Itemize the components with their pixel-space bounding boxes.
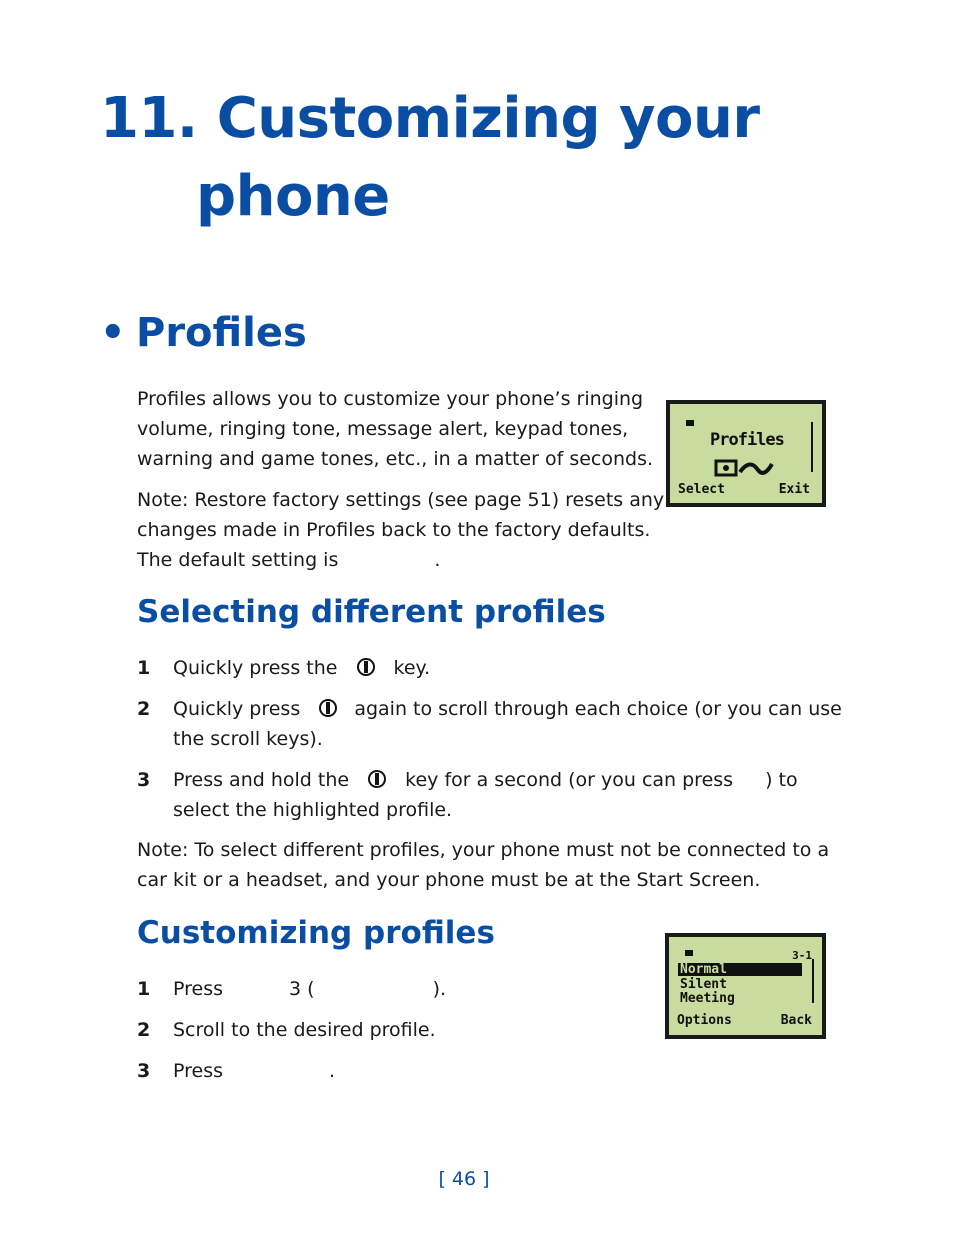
step-text: Press	[173, 1060, 224, 1082]
profiles-menu-icon	[714, 456, 778, 478]
step-text: key for a second (or you can press	[405, 769, 734, 791]
scroll-bar-icon	[808, 422, 813, 472]
page-number: [ 46 ]	[438, 1168, 490, 1190]
section-heading	[100, 310, 307, 356]
step-item	[137, 653, 837, 694]
note-default-prefix: The default setting is	[137, 549, 339, 571]
soft-key-right: Exit	[778, 482, 810, 497]
factory-note	[137, 485, 667, 575]
customizing-heading: Customizing profiles	[137, 915, 495, 951]
step-number: 1	[137, 657, 151, 679]
profile-item: Silent	[680, 977, 727, 992]
intro-line: volume, ringing tone, message alert, keypad tones,	[137, 418, 629, 440]
note-line: Note: Restore factory settings (see page 51) resets any	[137, 489, 665, 511]
note-line: car kit or a headset, and your phone must be at the Start Screen.	[137, 869, 761, 891]
step-item	[137, 765, 837, 836]
customizing-steps	[137, 974, 637, 1097]
section-title: Profiles	[136, 310, 307, 356]
intro-paragraph	[137, 384, 667, 474]
step-item	[137, 1056, 637, 1097]
step-text: 3 (	[289, 978, 315, 1000]
power-key-icon	[356, 657, 376, 677]
step-text: ) to	[765, 769, 798, 791]
step-number: 3	[137, 769, 151, 791]
soft-key-right: Back	[780, 1013, 812, 1028]
phone-screen-profiles	[666, 400, 826, 507]
soft-key-left: Options	[677, 1013, 732, 1028]
chapter-title-line2: phone	[196, 164, 390, 229]
step-item	[137, 694, 842, 765]
step-number: 1	[137, 978, 151, 1000]
profile-item: Meeting	[680, 991, 735, 1006]
note-line	[137, 545, 667, 575]
intro-line: warning and game tones, etc., in a matter of seconds.	[137, 448, 654, 470]
step-number: 2	[137, 1019, 151, 1041]
note-line: changes made in Profiles back to the factory defaults.	[137, 519, 651, 541]
intro-line: Profiles allows you to customize your phone’s ringing	[137, 388, 644, 410]
step-text: Press and hold the	[173, 769, 350, 791]
phone-screen-profile-list	[665, 933, 826, 1039]
step-text: ).	[432, 978, 447, 1000]
step-number: 3	[137, 1060, 151, 1082]
note-default-suffix: .	[434, 549, 441, 571]
signal-indicator-icon	[685, 950, 693, 956]
profile-item-selected: Normal	[680, 962, 727, 977]
chapter-title-line1: 11. Customizing your	[100, 86, 760, 151]
step-text: Quickly press	[173, 698, 301, 720]
step-text: again to scroll through each choice (or you can use	[354, 698, 842, 720]
step-text: Quickly press the	[173, 657, 338, 679]
power-key-icon	[367, 769, 387, 789]
soft-key-left: Select	[678, 482, 725, 497]
screen-title: Profiles	[710, 430, 784, 450]
step-text: Press	[173, 978, 224, 1000]
note-line: Note: To select different profiles, your phone must not be connected to a	[137, 839, 830, 861]
selecting-steps	[137, 653, 842, 836]
step-text: Scroll to the desired profile.	[173, 1019, 436, 1041]
chapter-title	[100, 80, 759, 236]
step-item	[137, 1015, 637, 1056]
scroll-bar-icon	[809, 959, 814, 1003]
step-text: key.	[393, 657, 431, 679]
step-text: select the highlighted profile.	[173, 799, 453, 821]
signal-indicator-icon	[686, 420, 694, 426]
selecting-heading: Selecting different profiles	[137, 594, 606, 630]
step-text: the scroll keys).	[173, 728, 323, 750]
power-key-icon	[318, 698, 338, 718]
list-counter: 3-1	[792, 949, 812, 962]
section-bullet: •	[100, 310, 126, 356]
step-text: .	[329, 1060, 336, 1082]
selecting-note	[137, 835, 837, 895]
step-number: 2	[137, 698, 151, 720]
step-item	[137, 974, 637, 1015]
